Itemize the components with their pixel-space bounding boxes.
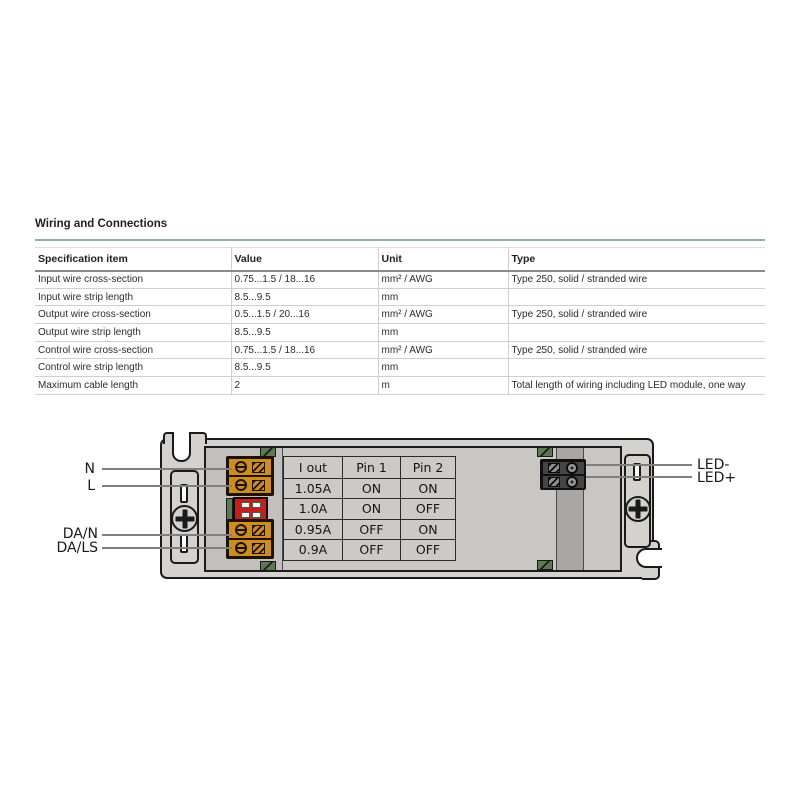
table-row — [35, 377, 765, 395]
spec-cell: m — [378, 377, 508, 395]
clip-accent-icon — [537, 447, 553, 457]
leader-line-l — [102, 485, 232, 487]
current-table-cell: ON — [342, 498, 400, 519]
spec-cell: Control wire cross-section — [35, 341, 231, 359]
spec-cell: mm — [378, 288, 508, 306]
leader-line-da-n — [102, 534, 232, 536]
spec-col-header: Value — [231, 248, 378, 271]
current-table-cell: ON — [400, 519, 455, 540]
wire-clamp-icon — [548, 477, 560, 487]
spec-cell: Input wire strip length — [35, 288, 231, 306]
screw-terminal-icon — [566, 462, 578, 474]
table-row — [35, 306, 765, 324]
spec-cell: 0.5...1.5 / 20...16 — [231, 306, 378, 324]
section-divider — [35, 239, 765, 241]
clip-accent-icon — [260, 561, 276, 571]
spec-cell: mm — [378, 324, 508, 342]
terminal-n — [229, 459, 271, 475]
label-n: N — [84, 461, 95, 477]
spec-cell: Type 250, solid / stranded wire — [508, 306, 765, 324]
spec-cell: 0.75...1.5 / 18...16 — [231, 271, 378, 289]
spec-header-row — [35, 248, 765, 271]
wire-clamp-icon — [252, 480, 265, 491]
spec-cell: Type 250, solid / stranded wire — [508, 341, 765, 359]
screw-terminal-icon — [235, 479, 247, 491]
current-table-cell: OFF — [342, 519, 400, 540]
phillips-screw-icon — [625, 496, 651, 522]
spec-cell — [508, 288, 765, 306]
spec-cell: Total length of wiring including LED module, one way — [508, 377, 765, 395]
spec-cell: 2 — [231, 377, 378, 395]
spec-col-header: Unit — [378, 248, 508, 271]
dip-pin-2 — [241, 512, 261, 518]
phillips-screw-icon — [171, 505, 198, 532]
current-table-cell: OFF — [400, 539, 455, 560]
spec-cell: Output wire cross-section — [35, 306, 231, 324]
table-row — [35, 288, 765, 306]
current-table-header: Pin 2 — [400, 457, 455, 478]
spec-col-header: Type — [508, 248, 765, 271]
spec-cell: Control wire strip length — [35, 359, 231, 377]
current-table-cell: OFF — [342, 539, 400, 560]
mounting-slot-bottom-right-icon — [636, 548, 662, 568]
spec-cell: Input wire cross-section — [35, 271, 231, 289]
table-row — [35, 341, 765, 359]
current-table-cell: 0.95A — [284, 519, 342, 540]
current-setting-table — [283, 456, 456, 561]
spec-table — [35, 247, 765, 395]
current-table-cell: 0.9A — [284, 539, 342, 560]
wire-clamp-icon — [548, 463, 560, 473]
spec-cell: mm² / AWG — [378, 271, 508, 289]
mounting-slot-top-left-icon — [172, 432, 191, 462]
leader-line-led-plus — [586, 476, 692, 478]
wire-slot-icon — [180, 534, 188, 553]
mains-terminal-block — [226, 456, 274, 496]
screw-terminal-icon — [235, 524, 247, 536]
current-table-cell: 1.0A — [284, 498, 342, 519]
terminal-da-ls — [229, 540, 271, 556]
spec-cell: Output wire strip length — [35, 324, 231, 342]
spec-cell: 0.75...1.5 / 18...16 — [231, 341, 378, 359]
spec-cell: 8.5...9.5 — [231, 288, 378, 306]
current-table-cell: ON — [342, 478, 400, 499]
screw-terminal-icon — [235, 542, 247, 554]
screw-terminal-icon — [566, 476, 578, 488]
current-table-cell: OFF — [400, 498, 455, 519]
wire-clamp-icon — [252, 462, 265, 473]
dip-pin-1 — [241, 502, 261, 508]
spec-cell: Type 250, solid / stranded wire — [508, 271, 765, 289]
led-terminal-block — [540, 459, 586, 490]
terminal-led-minus — [543, 462, 584, 474]
driver-wiring-diagram — [0, 420, 800, 605]
screw-terminal-icon — [235, 461, 247, 473]
clip-accent-icon — [537, 560, 553, 570]
label-led-minus: LED- — [697, 457, 730, 473]
current-table-cell: ON — [400, 478, 455, 499]
spec-col-header: Specification item — [35, 248, 231, 271]
wire-clamp-icon — [252, 525, 265, 536]
terminal-da-n — [229, 522, 271, 538]
spec-cell: Maximum cable length — [35, 377, 231, 395]
leader-line-led-minus — [586, 464, 692, 466]
label-da-ls: DA/LS — [56, 540, 98, 556]
table-row — [35, 271, 765, 289]
current-table-header: I out — [298, 459, 328, 475]
label-l: L — [87, 478, 95, 494]
leader-line-n — [102, 468, 232, 470]
label-da-n: DA/N — [62, 526, 98, 542]
label-led-plus: LED+ — [697, 470, 737, 486]
terminal-led-plus — [543, 476, 584, 488]
spec-cell: mm — [378, 359, 508, 377]
spec-cell — [508, 324, 765, 342]
current-table-cell: 1.05A — [284, 478, 342, 499]
dali-terminal-block — [226, 519, 274, 559]
page-title: Wiring and Connections — [35, 218, 168, 230]
wire-clamp-icon — [252, 543, 265, 554]
table-row — [35, 359, 765, 377]
leader-line-da-ls — [102, 547, 232, 549]
terminal-l — [229, 477, 271, 493]
spec-cell: 8.5...9.5 — [231, 324, 378, 342]
table-row — [35, 324, 765, 342]
spec-cell: mm² / AWG — [378, 341, 508, 359]
current-table-header: Pin 1 — [342, 457, 400, 478]
spec-cell: mm² / AWG — [378, 306, 508, 324]
spec-cell — [508, 359, 765, 377]
spec-cell: 8.5...9.5 — [231, 359, 378, 377]
